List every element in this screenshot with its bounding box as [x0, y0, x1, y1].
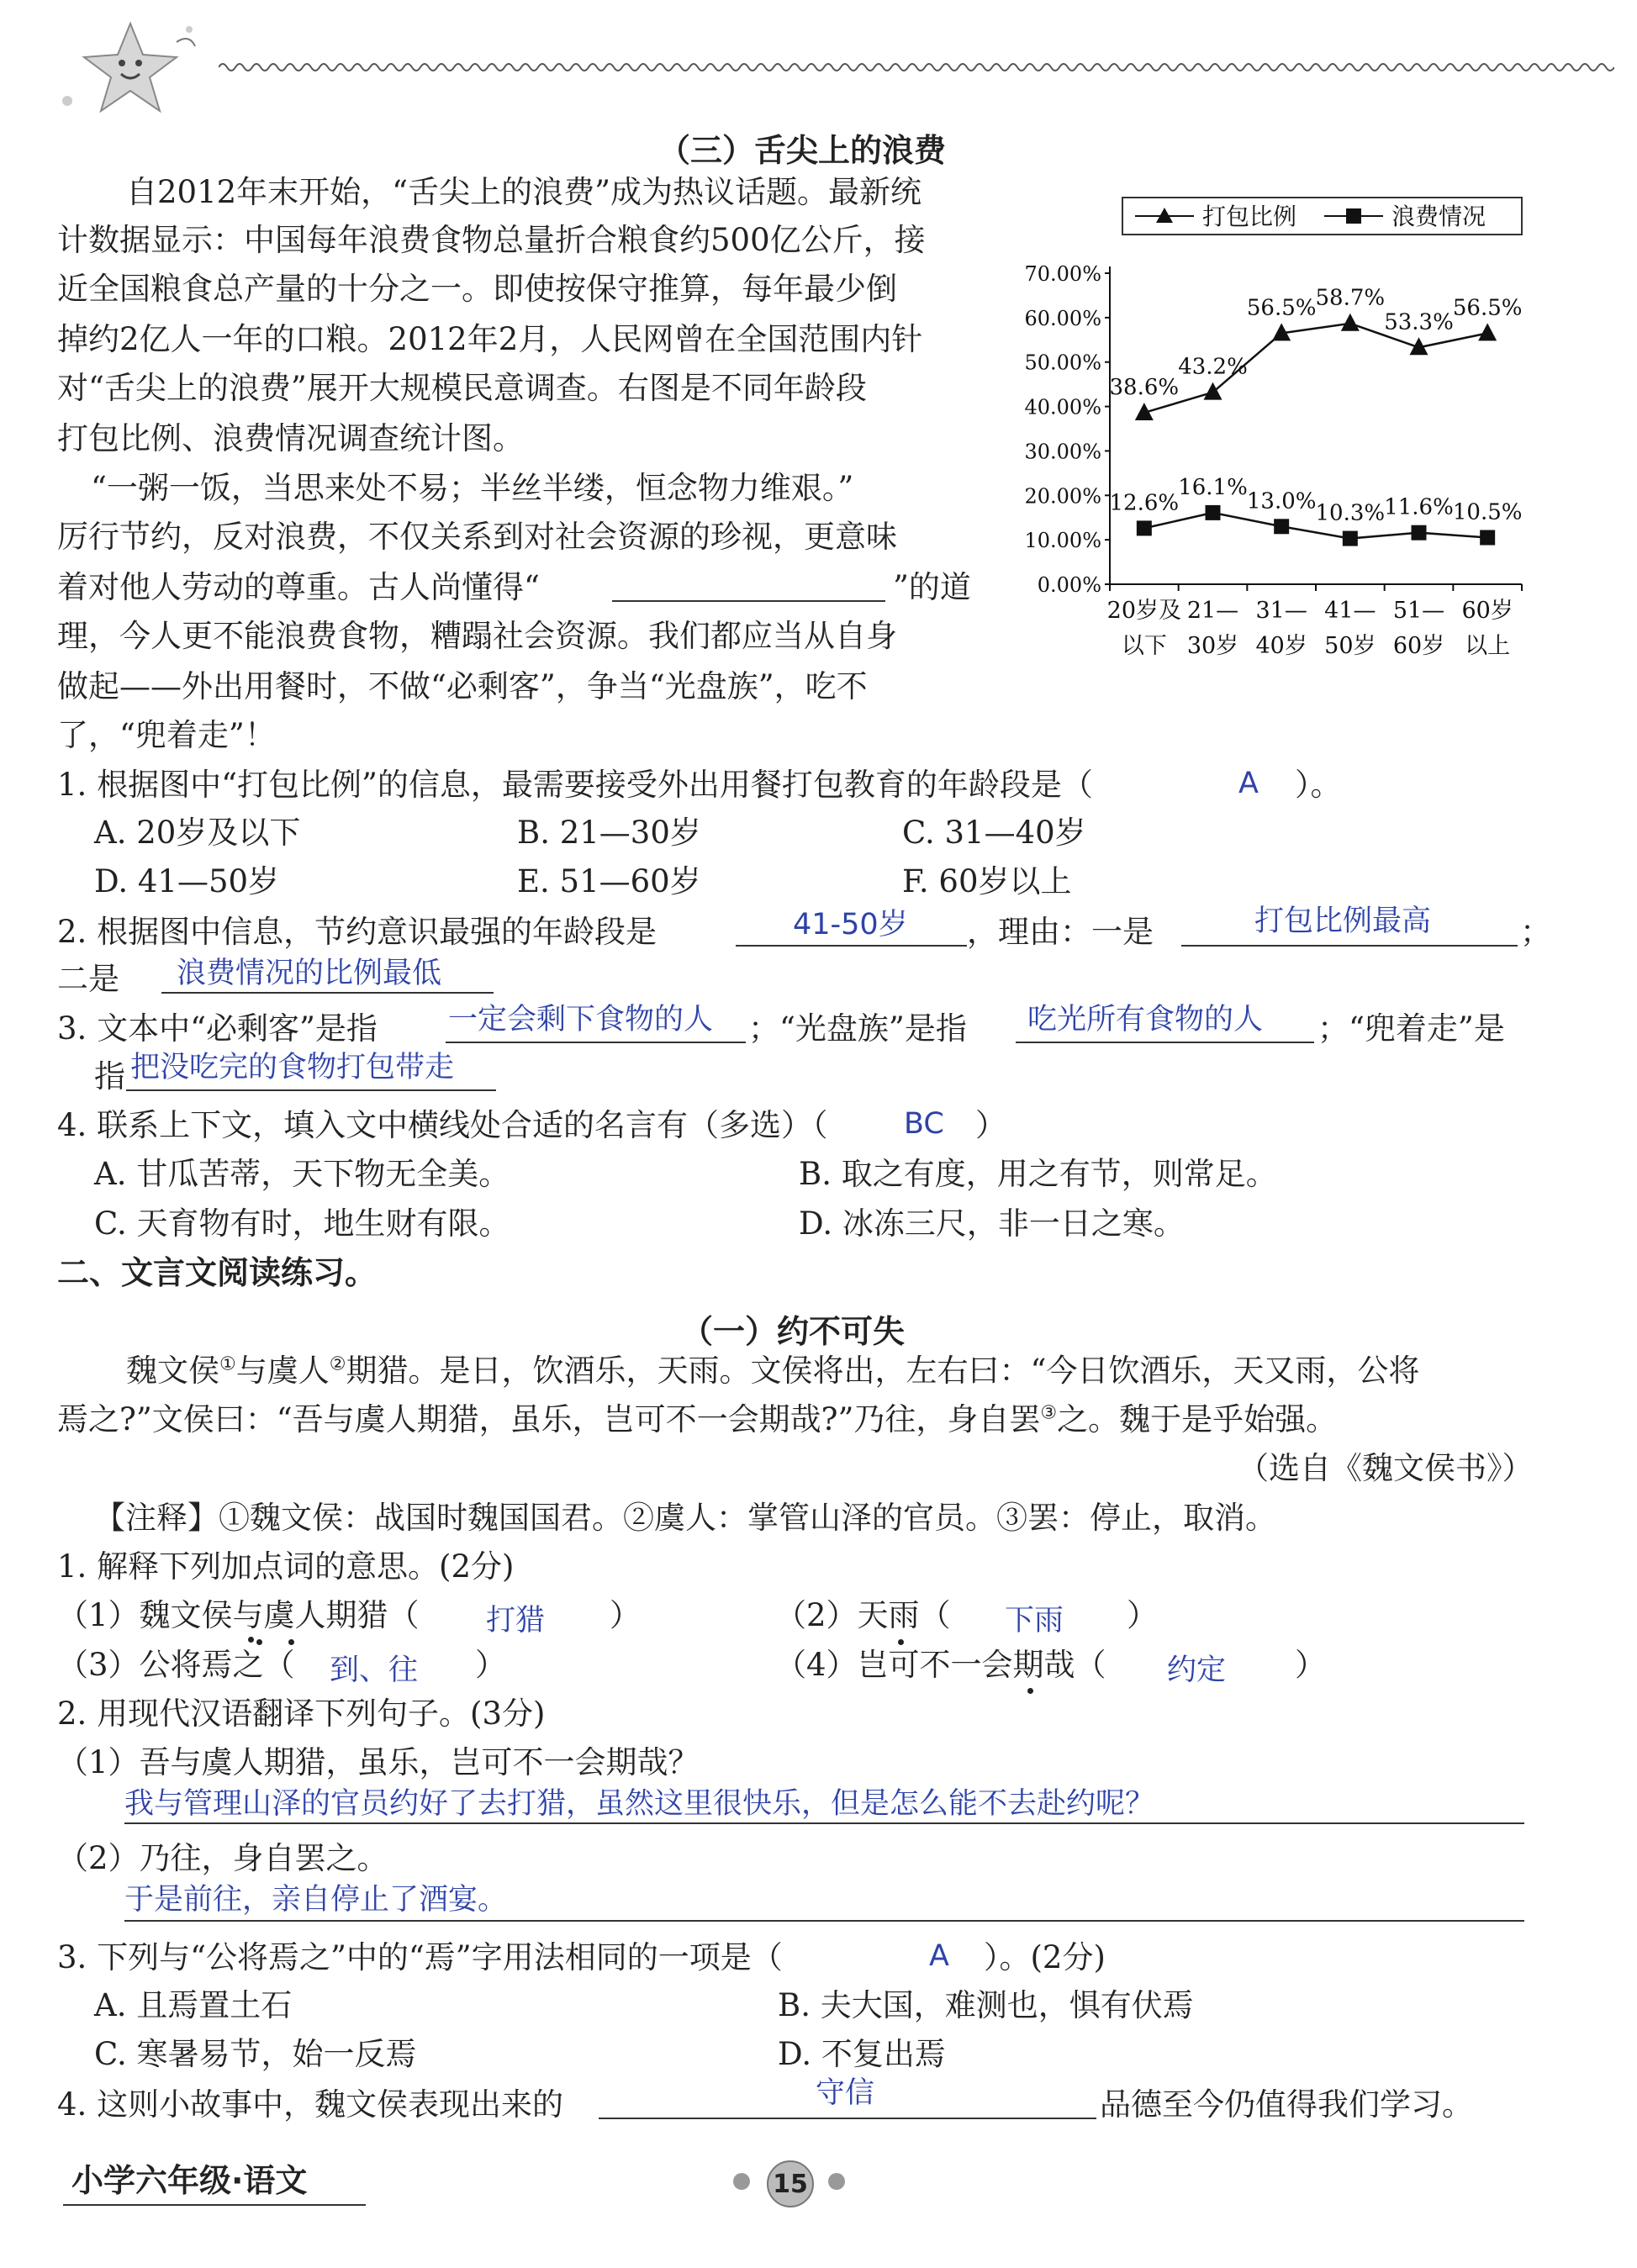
question-3-end: ）。(2分)	[984, 1939, 1106, 1975]
blank-line	[736, 945, 967, 947]
legend-label: 打包比例	[1202, 203, 1297, 230]
footer-book-title: 小学六年级·语文	[71, 2162, 308, 2199]
wavy-header-divider	[219, 59, 1614, 76]
answer-item: 打猎	[486, 1604, 546, 1638]
square-marker	[1412, 525, 1427, 541]
x-tick-label: 60岁	[1392, 633, 1445, 659]
source-citation: （选自《魏文侯书》）	[1238, 1450, 1534, 1486]
passage-line: 对“舌尖上的浪费”展开大规模民意调查。右图是不同年龄段	[57, 370, 867, 406]
option: A. 20岁及以下	[94, 815, 301, 851]
triangle-marker	[1341, 314, 1360, 331]
passage-line: 自2012年末开始，“舌尖上的浪费”成为热议话题。最新统	[126, 174, 921, 210]
question-4-end: ）	[975, 1107, 1006, 1143]
legend-marker-square-icon	[1346, 208, 1361, 224]
passage-line: 计数据显示：中国每年浪费食物总量折合粮食约500亿公斤，接	[57, 222, 926, 258]
triangle-marker	[1204, 382, 1222, 400]
y-tick-label: 60.00%	[1024, 306, 1101, 330]
option: D. 冰冻三尺，非一日之寒。	[799, 1205, 1185, 1242]
question-4-text: 4. 联系上下文，填入文中横线处合适的名言有（多选）（	[57, 1107, 828, 1143]
answer-item: 下雨	[1005, 1604, 1064, 1638]
footer-underline	[63, 2204, 366, 2206]
square-marker	[1343, 531, 1358, 546]
data-label: 38.6%	[1109, 374, 1180, 400]
answer-line	[124, 1920, 1524, 1922]
data-label: 53.3%	[1384, 309, 1454, 335]
data-label: 16.1%	[1178, 474, 1248, 500]
answer-q3: A	[929, 1939, 949, 1973]
blank-line	[1016, 1042, 1314, 1043]
y-tick-label: 40.00%	[1024, 395, 1101, 419]
annotation-note: 【注释】①魏文侯：战国时魏国国君。②虞人：掌管山泽的官员。③罢：停止，取消。	[94, 1500, 1276, 1536]
question-2-text: 2. 根据图中信息，节约意识最强的年龄段是	[57, 914, 657, 950]
emphasis-dot	[256, 1639, 262, 1645]
question-3-text: 3. 文本中“必剩客”是指	[57, 1010, 378, 1047]
option: F. 60岁以上	[902, 863, 1072, 899]
item-end: ）	[475, 1647, 506, 1683]
emphasis-dot	[1027, 1688, 1033, 1694]
classical-text-line: 魏文侯①与虞人②期猎。是日，饮酒乐，天雨。文侯将出，左右曰：“今日饮酒乐，天又雨，公将	[126, 1353, 1420, 1389]
answer-q2-3: 浪费情况的比例最低	[177, 957, 442, 990]
question-3-text: 3. 下列与“公将焉之”中的“焉”字用法相同的一项是（	[57, 1939, 783, 1975]
data-label: 11.6%	[1384, 494, 1454, 520]
page-dot-icon	[733, 2173, 750, 2190]
x-tick-label: 40岁	[1255, 633, 1307, 659]
item-label: （2）乃往，身自罢之。	[57, 1840, 388, 1876]
option: B. 21—30岁	[517, 815, 701, 851]
answer-q1: A	[1238, 767, 1259, 800]
passage-line: 打包比例、浪费情况调查统计图。	[57, 420, 524, 456]
answer-line	[124, 1822, 1524, 1824]
data-label: 58.7%	[1315, 285, 1386, 311]
x-tick-label: 以上	[1465, 633, 1511, 659]
classical-text-line: 焉之?”文侯曰：“吾与虞人期猎，虽乐，岂可不一会期哉?”乃往，身自罢③之。魏于是乎始强。	[57, 1401, 1338, 1437]
answer-translation: 我与管理山泽的官员约好了去打猎，虽然这里很快乐，但是怎么能不去赴约呢？	[124, 1787, 1155, 1821]
passage-line: 着对他人劳动的尊重。古人尚懂得“	[57, 569, 540, 605]
option: C. 天育物有时，地生财有限。	[94, 1205, 510, 1242]
option: D. 41—50岁	[94, 863, 280, 899]
passage-line: 厉行节约，反对浪费，不仅关系到对社会资源的珍视，更意味	[57, 519, 897, 555]
square-marker	[1137, 520, 1152, 535]
line-chart	[1009, 189, 1555, 677]
question-1-text: 1. 解释下列加点词的意思。(2分)	[57, 1548, 515, 1585]
option: C. 31—40岁	[902, 815, 1086, 851]
item-label: （2）天雨（	[775, 1597, 951, 1633]
data-label: 43.2%	[1178, 354, 1248, 380]
y-tick-label: 30.00%	[1024, 440, 1101, 464]
x-tick-label: 50岁	[1324, 633, 1376, 659]
item-end: ）	[1127, 1597, 1158, 1633]
question-3-text: ；“光盘族”是指	[748, 1010, 967, 1047]
passage-line: 做起——外出用餐时，不做“必剩客”，争当“光盘族”，吃不	[57, 668, 868, 704]
x-tick-label: 以下	[1121, 633, 1167, 659]
question-3-text: 指	[94, 1058, 125, 1094]
passage-line: 理，今人更不能浪费食物，糟蹋社会资源。我们都应当从自身	[57, 618, 897, 654]
emphasis-dot	[248, 1637, 254, 1643]
y-tick-label: 50.00%	[1024, 351, 1101, 375]
square-marker	[1480, 530, 1495, 546]
blank-line	[599, 2118, 1096, 2119]
star-mascot-icon	[50, 17, 202, 118]
question-1-end: ）。	[1295, 767, 1342, 803]
data-label: 13.0%	[1246, 488, 1317, 514]
option: E. 51—60岁	[517, 863, 701, 899]
y-tick-label: 20.00%	[1024, 484, 1101, 509]
option: B. 夫大国，难测也，惧有伏焉	[778, 1987, 1194, 2023]
answer-q4: 守信	[816, 2076, 875, 2110]
page-number: 15	[773, 2169, 808, 2199]
question-2-text: 二是	[57, 961, 119, 997]
passage-title: （一）约不可失	[681, 1313, 906, 1350]
answer-q3-2: 吃光所有食物的人	[1027, 1003, 1264, 1036]
question-1-text: 1. 根据图中“打包比例”的信息，最需要接受外出用餐打包教育的年龄段是（	[57, 767, 1093, 803]
passage-title: （三）舌尖上的浪费	[658, 132, 947, 169]
option: A. 且焉置土石	[94, 1987, 293, 2023]
passage-line: 掉约2亿人一年的口粮。2012年2月，人民网曾在全国范围内针	[57, 321, 923, 357]
option: D. 不复出焉	[778, 2036, 946, 2072]
data-label: 56.5%	[1246, 295, 1317, 321]
blank-line	[161, 992, 494, 994]
question-2-text: ；	[1520, 914, 1551, 950]
y-tick-label: 0.00%	[1037, 573, 1101, 597]
blank-line	[1181, 945, 1518, 947]
page-dot-icon	[828, 2173, 845, 2190]
data-label: 12.6%	[1109, 490, 1180, 516]
x-tick-label: 31—	[1255, 598, 1307, 624]
data-label: 10.3%	[1315, 500, 1386, 526]
answer-q4: BC	[904, 1107, 944, 1141]
x-tick-label: 21—	[1186, 598, 1239, 624]
x-tick-label: 30岁	[1186, 633, 1239, 659]
data-label: 56.5%	[1452, 295, 1523, 321]
question-3-text: ；“兜着走”是	[1318, 1010, 1505, 1047]
answer-item: 到、往	[330, 1654, 419, 1687]
passage-line: ”的道	[893, 569, 971, 605]
answer-q2-1: 41-50岁	[793, 908, 908, 941]
triangle-marker	[1478, 323, 1497, 340]
section-heading: 二、文言文阅读练习。	[57, 1254, 378, 1291]
passage-line: 了，“兜着走”！	[57, 717, 276, 753]
item-label: （1）魏文侯与虞人期猎（	[57, 1597, 420, 1633]
item-end: ）	[610, 1597, 641, 1633]
answer-item: 约定	[1167, 1654, 1227, 1687]
square-marker	[1274, 519, 1289, 534]
emphasis-dot	[898, 1639, 904, 1645]
option: A. 甘瓜苦蒂，天下物无全美。	[94, 1156, 510, 1192]
option: C. 寒暑易节，始一反焉	[94, 2036, 417, 2072]
passage-line: 近全国粮食总产量的十分之一。即使按保守推算，每年最少倒	[57, 271, 897, 307]
item-label: （1）吾与虞人期猎，虽乐，岂可不一会期哉？	[57, 1744, 700, 1780]
option: B. 取之有度，用之有节，则常足。	[799, 1156, 1277, 1192]
question-4-text: 4. 这则小故事中，魏文侯表现出来的	[57, 2086, 564, 2123]
answer-q3-1: 一定会剩下食物的人	[448, 1003, 714, 1036]
data-label: 10.5%	[1452, 499, 1523, 525]
item-end: ）	[1295, 1647, 1326, 1683]
x-tick-label: 41—	[1324, 598, 1376, 624]
question-4-text: 品德至今仍值得我们学习。	[1100, 2086, 1473, 2123]
passage-line: “一粥一饭，当思来处不易；半丝半缕，恒念物力维艰。”	[91, 470, 854, 506]
x-tick-label: 20岁及	[1106, 598, 1182, 624]
square-marker	[1206, 505, 1221, 520]
item-label: （4）岂可不一会期哉（	[775, 1647, 1106, 1683]
answer-q3-3: 把没吃完的食物打包带走	[130, 1051, 455, 1084]
y-tick-label: 10.00%	[1024, 529, 1101, 553]
answer-q2-2: 打包比例最高	[1254, 905, 1432, 938]
question-2-text: ，理由：一是	[967, 914, 1154, 950]
blank-line	[612, 600, 885, 602]
legend-label: 浪费情况	[1391, 203, 1487, 230]
question-2-text: 2. 用现代汉语翻译下列句子。(3分)	[57, 1696, 546, 1732]
page-number-badge	[767, 2160, 814, 2207]
emphasis-dot	[288, 1639, 294, 1645]
x-tick-label: 60岁	[1461, 598, 1513, 624]
item-label: （3）公将焉之（	[57, 1647, 295, 1683]
y-tick-label: 70.00%	[1024, 262, 1101, 286]
blank-line	[126, 1089, 496, 1091]
blank-line	[446, 1042, 746, 1043]
x-tick-label: 51—	[1392, 598, 1445, 624]
answer-translation: 于是前往，亲自停止了酒宴。	[124, 1883, 508, 1917]
